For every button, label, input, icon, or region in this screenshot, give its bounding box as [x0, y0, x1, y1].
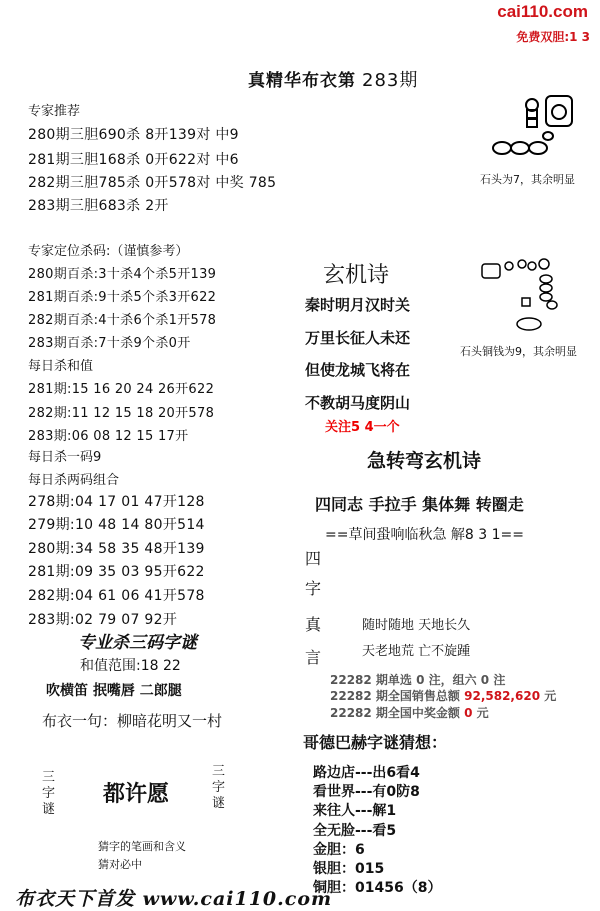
- riddle-line: 金胆：6: [313, 842, 365, 858]
- poem-line: 但使龙城飞将在: [305, 361, 411, 379]
- poem-line: 不教胡马度阴山: [305, 394, 411, 412]
- stat-value: 92,582,620: [464, 689, 541, 703]
- four-phrase: 四同志 手拉手 集体舞 转圈走: [315, 495, 524, 514]
- riddle-heading: 哥德巴赫字谜猜想：: [303, 733, 448, 752]
- hezhi-range: 和值范围:18 22: [80, 658, 181, 674]
- bead-icon: [540, 293, 552, 301]
- poem-line: 秦时明月汉时关: [305, 296, 411, 314]
- bead-icon: [547, 301, 557, 309]
- twocode-line: 282期:04 61 06 41开578: [28, 588, 205, 604]
- twocode-line: 280期:34 58 35 48开139: [28, 541, 205, 557]
- block-icon: [527, 119, 537, 127]
- poem-line: 万里长征人未还: [305, 329, 411, 347]
- stone-caption-2: 石头铜钱为9，其余明显: [460, 345, 577, 358]
- stat-unit: 元: [476, 706, 489, 720]
- stone-diagram-1: [488, 88, 588, 160]
- sizi-line: 天老地荒 亡不旋踵: [362, 644, 471, 659]
- stone-caption-1: 石头为7，其余明显: [480, 173, 575, 186]
- stone-icon: [517, 318, 541, 330]
- poem-title: 玄机诗: [323, 263, 390, 288]
- riddle-line: 看世界---有0防8: [313, 784, 420, 800]
- bead-icon: [529, 142, 547, 154]
- page-title: [248, 66, 418, 92]
- sum-line: 283期:06 08 12 15 17开: [28, 429, 189, 444]
- bead-icon: [511, 142, 529, 154]
- expert-label: 专家推荐: [28, 104, 81, 119]
- chui-riddle: 吹横笛 抿嘴唇 二郎腿: [46, 683, 182, 699]
- footer-banner: 布衣天下首发 www.cai110.com: [15, 888, 333, 910]
- stone-diagram-2: [474, 256, 594, 332]
- coin-icon: [552, 105, 566, 119]
- riddle-line: 来往人---解1: [313, 803, 397, 819]
- stat-line-3: [330, 704, 489, 721]
- coin-icon: [528, 262, 536, 270]
- sum-line: 281期:15 16 20 24 26开622: [28, 382, 215, 397]
- stone-icon: [482, 264, 500, 278]
- position-line: 280期百杀:3十杀4个杀5开139: [28, 267, 217, 282]
- stat-label: 22282 期全国中奖金额: [330, 706, 460, 720]
- position-line: 281期百杀:9十杀5个杀3开622: [28, 290, 217, 305]
- sizi-char: 字: [305, 579, 322, 598]
- twocode-line: 281期:09 35 03 95开622: [28, 564, 205, 580]
- stat-line-1: 22282 期单选 0 注，组六 0 注: [330, 673, 506, 687]
- buyi-sentence: 布衣一句：柳暗花明又一村: [42, 712, 223, 730]
- follow-note: 关注5 4一个: [325, 420, 400, 435]
- coin-icon: [505, 262, 513, 270]
- stone-icon: [546, 96, 572, 126]
- coin-icon: [539, 259, 549, 269]
- expert-line: 283期三胆683杀 2开: [28, 198, 169, 214]
- stat-unit: 元: [544, 689, 557, 703]
- sizi-char: 真: [305, 615, 322, 634]
- block-icon: [522, 298, 530, 306]
- sizi-char: 言: [305, 648, 322, 667]
- sizi-char: 四: [305, 549, 322, 568]
- hint-line: 猜字的笔画和含义: [98, 840, 186, 853]
- bead-icon: [493, 142, 511, 154]
- twocode-line: 278期:04 17 01 47开128: [28, 494, 205, 510]
- riddle-line: 铜胆：01456（8）: [313, 880, 442, 896]
- expert-line: 281期三胆168杀 0开622对 中6: [28, 152, 239, 168]
- sum-line: 282期:11 12 15 18 20开578: [28, 406, 215, 421]
- twocode-line: 283期:02 79 07 92开: [28, 612, 178, 628]
- hint-line: 猜对必中: [98, 858, 142, 871]
- riddle-line: 全无脸---看5: [313, 823, 397, 839]
- position-line: 282期百杀:4十杀6个杀1开578: [28, 313, 217, 328]
- stat-line-2: [330, 687, 556, 704]
- expert-line: 282期三胆785杀 0开578对 中奖 785: [28, 175, 277, 191]
- zhuanwan-heading: 急转弯玄机诗: [367, 450, 482, 472]
- sanzi-left: 三字谜: [42, 770, 56, 817]
- riddle-line: 路边店---出6看4: [313, 765, 420, 781]
- position-line: 283期百杀:7十杀9个杀0开: [28, 336, 191, 351]
- bead-icon: [540, 275, 552, 283]
- sanzi-right: 三字谜: [212, 764, 226, 811]
- sizi-line: 随时随地 天地长久: [362, 618, 471, 633]
- twocode-line: 279期:10 48 14 80开514: [28, 517, 205, 533]
- cao-riddle: ==草间蛩响临秋急 解8 3 1==: [325, 527, 524, 543]
- coin-icon: [518, 260, 526, 268]
- expert-line: 280期三胆690杀 8开139对 中9: [28, 127, 239, 143]
- site-logo: cai110.com: [497, 2, 588, 21]
- stat-label: 22282 期全国销售总额: [330, 689, 460, 703]
- onecode-label: 每日杀一码9: [28, 450, 102, 465]
- zhuanye-heading: 专业杀三码字谜: [78, 633, 197, 653]
- bead-icon: [540, 284, 552, 292]
- title-issue: 283期: [362, 70, 419, 91]
- sum-label: 每日杀和值: [28, 359, 94, 374]
- sanzi-answer: 都许愿: [103, 782, 170, 807]
- bead-icon: [543, 132, 553, 140]
- riddle-line: 银胆：015: [313, 861, 385, 877]
- title-text: 真精华布衣第: [248, 71, 356, 91]
- stat-value: 0: [464, 706, 473, 720]
- twocode-label: 每日杀两码组合: [28, 473, 120, 488]
- free-bonus-label: 免费双胆:1 3: [516, 30, 590, 44]
- position-label: 专家定位杀码:（谨慎参考）: [28, 244, 189, 259]
